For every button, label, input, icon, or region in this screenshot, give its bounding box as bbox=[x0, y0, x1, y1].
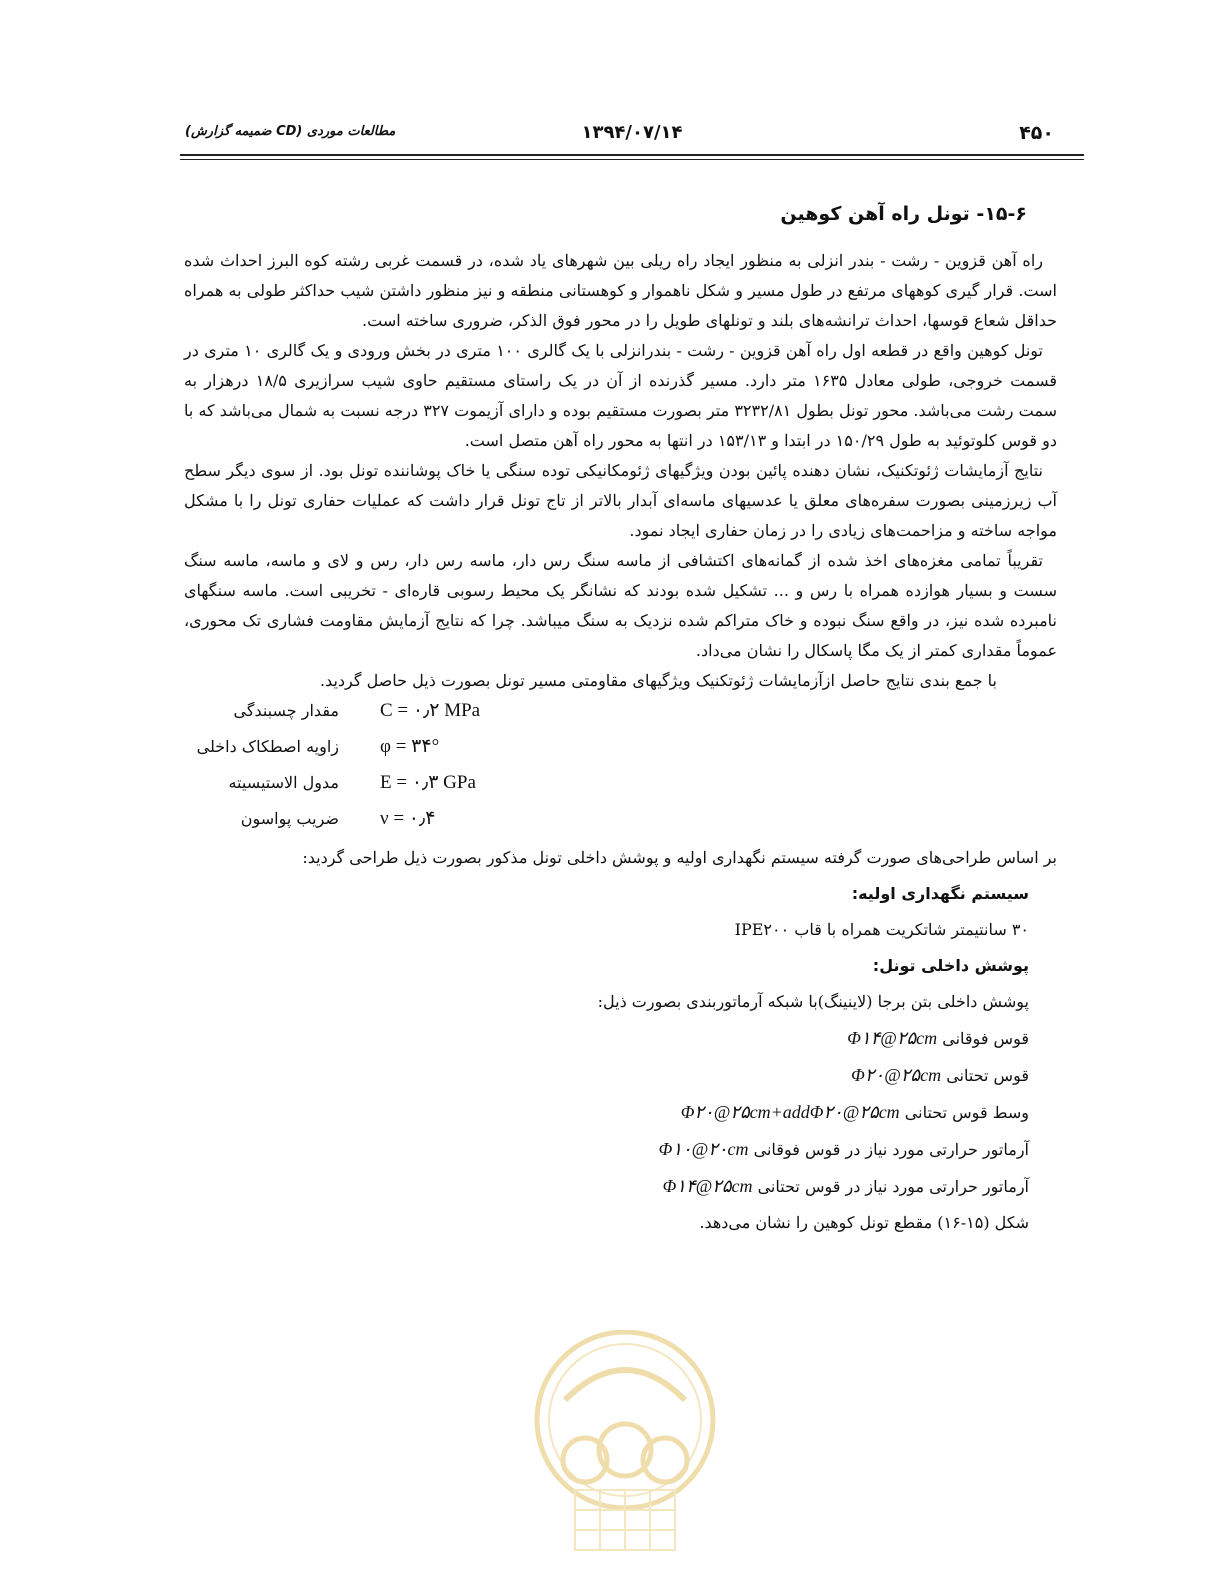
parameter-row bbox=[184, 768, 1057, 804]
parameter-label: ضریب پواسون bbox=[240, 809, 339, 828]
parameter-formula: ν = ۰٫۴ bbox=[380, 808, 436, 829]
paragraph: تقریباً تمامی مغزه‌های اخذ شده از گمانه‌های اکتشافی از ماسه سنگ رس دار، ماسه رس دار، رس و لای و ماسه، ماسه سنگ سست و بسیار هوازده همراه با رس و ... تشکیل شده بودند که نشانگر یک محیط رسوبی قاره‌ای - تخریبی است. ماسه سنگهای نامبرده شده نیز، در واقع سنگ نبوده و خاک متراکم شده نزدیک به سنگ میباشد. چرا که نتایج آزمایش مقاومت فشاری تک محوری، عموماً مقداری کمتر از یک مگا پاسکال را نشان می‌داد. bbox=[184, 551, 1057, 660]
initial-support-text: ۳۰ سانتیمتر شاتکریت همراه با قاب IPE۲۰۰ bbox=[734, 920, 1029, 939]
lining-item-formula: Φ۱۴@۲۵cm bbox=[847, 1028, 938, 1048]
page-header bbox=[180, 118, 1084, 152]
report-title: مطالعات موردی (CD ضمیمه گزارش) bbox=[185, 124, 396, 139]
header-rule-thin bbox=[180, 159, 1084, 160]
lining-item-formula: Φ۲۰@۲۵cm+addΦ۲۰@۲۵cm bbox=[680, 1102, 900, 1122]
seal-watermark-icon bbox=[525, 1330, 725, 1580]
parameter-row bbox=[184, 696, 1057, 732]
lining-item bbox=[184, 1020, 1029, 1057]
lining-item-formula: Φ۲۰@۲۵cm bbox=[851, 1065, 942, 1085]
lining-item-formula: Φ۱۴@۲۵cm bbox=[662, 1176, 753, 1196]
header-rule bbox=[180, 154, 1084, 156]
header-date: ۱۳۹۴/۰۷/۱۴ bbox=[581, 122, 683, 143]
parameter-row bbox=[184, 732, 1057, 768]
lining-item bbox=[184, 1057, 1029, 1094]
lining-intro: پوشش داخلی بتن برجا (لاینینگ)با شبکه آرماتوربندی بصورت ذیل: bbox=[597, 992, 1029, 1011]
parameter-label: مقدار چسبندگی bbox=[233, 701, 339, 720]
parameter-label: مدول الاستیسیته bbox=[228, 773, 339, 792]
lining-item bbox=[184, 1168, 1029, 1205]
parameter-formula: E = ۰٫۳ GPa bbox=[380, 772, 476, 793]
page-number: ۴۵۰ bbox=[1019, 122, 1054, 144]
page-body bbox=[184, 196, 1057, 1241]
lining-item-label: آرماتور حرارتی مورد نیاز در قوس تحتانی bbox=[757, 1177, 1029, 1196]
lining-heading: پوشش داخلی تونل: bbox=[872, 956, 1029, 975]
design-line: بر اساس طراحی‌های صورت گرفته سیستم نگهداری اولیه و پوشش داخلی تونل مذکور بصورت ذیل طراحی گردید: bbox=[302, 848, 1057, 867]
lining-item bbox=[184, 1094, 1029, 1131]
summary-line: با جمع بندی نتایج حاصل ازآزمایشات ژئوتکنیک ویژگیهای مقاومتی مسیر تونل بصورت ذیل حاصل گردید. bbox=[319, 671, 997, 690]
paragraph: راه آهن قزوین - رشت - بندر انزلی به منظور ایجاد راه ریلی بین شهرهای یاد شده، در قسمت غربی رشته کوه البرز احداث شده است. قرار گیری کوههای مرتفع در طول مسیر و شکل ناهموار و کوهستانی منطقه و نیز منظور داشتن شیب حداکثر طولی به همراه حداقل شعاع قوسها، احداث ترانشه‌های بلند و تونلهای طویل را در محور فوق الذکر، ضروری ساخته است. bbox=[184, 251, 1057, 330]
figure-reference: شکل (۱۵-۱۶) مقطع تونل کوهین را نشان می‌دهد. bbox=[699, 1213, 1029, 1232]
parameter-label: زاویه اصطکاک داخلی bbox=[196, 737, 339, 756]
initial-support-block bbox=[184, 876, 1029, 1241]
lining-item-label: قوس تحتانی bbox=[946, 1066, 1029, 1085]
paragraph: تونل کوهین واقع در قطعه اول راه آهن قزوین - رشت - بندرانزلی با یک گالری ۱۰۰ متری در بخش ورودی و یک گالری ۱۰ متری در قسمت خروجی، طولی معادل ۱۶۳۵ متر دارد. مسیر گذرنده از آن در یک راستای مستقیم حاوی شیب سرازیری ۱۸/۵ درهزار به سمت رشت می‌باشد. محور تونل بطول ۳۲۳۲/۸۱ متر بصورت مستقیم بوده و دارای آزیموت ۳۲۷ درجه نسبت به شمال می‌باشد که با دو قوس کلوتوئید به طول ۱۵۰/۲۹ در ابتدا و ۱۵۳/۱۳ در انتها به محور راه آهن متصل است. bbox=[184, 341, 1058, 450]
section-title: ۱۵-۶- تونل راه آهن کوهین bbox=[780, 203, 1027, 225]
parameter-formula: φ = ۳۴° bbox=[380, 736, 440, 757]
paragraph: نتایج آزمایشات ژئوتکنیک، نشان دهنده پائین بودن ویژگیهای ژئومکانیکی توده سنگی یا خاک پوشاننده تونل بود. از سوی دیگر سطح آب زیرزمینی بصورت سفره‌های معلق یا عدسیهای ماسه‌ای آبدار بالاتر از تاج تونل قرار داشت که عملیات حفاری تونل را با مشکل مواجه ساخته و مزاحمت‌های زیادی را در زمان حفاری ایجاد نمود. bbox=[184, 461, 1057, 540]
lining-item-label: وسط قوس تحتانی bbox=[904, 1103, 1029, 1122]
lining-item-label: قوس فوقانی bbox=[942, 1029, 1029, 1048]
parameter-formula: C = ۰٫۲ MPa bbox=[380, 700, 481, 721]
parameter-row bbox=[184, 804, 1057, 840]
lining-item-formula: Φ۱۰@۲۰cm bbox=[658, 1139, 749, 1159]
lining-item bbox=[184, 1131, 1029, 1168]
lining-item-label: آرماتور حرارتی مورد نیاز در قوس فوقانی bbox=[753, 1140, 1029, 1159]
initial-support-heading: سیستم نگهداری اولیه: bbox=[851, 884, 1029, 903]
